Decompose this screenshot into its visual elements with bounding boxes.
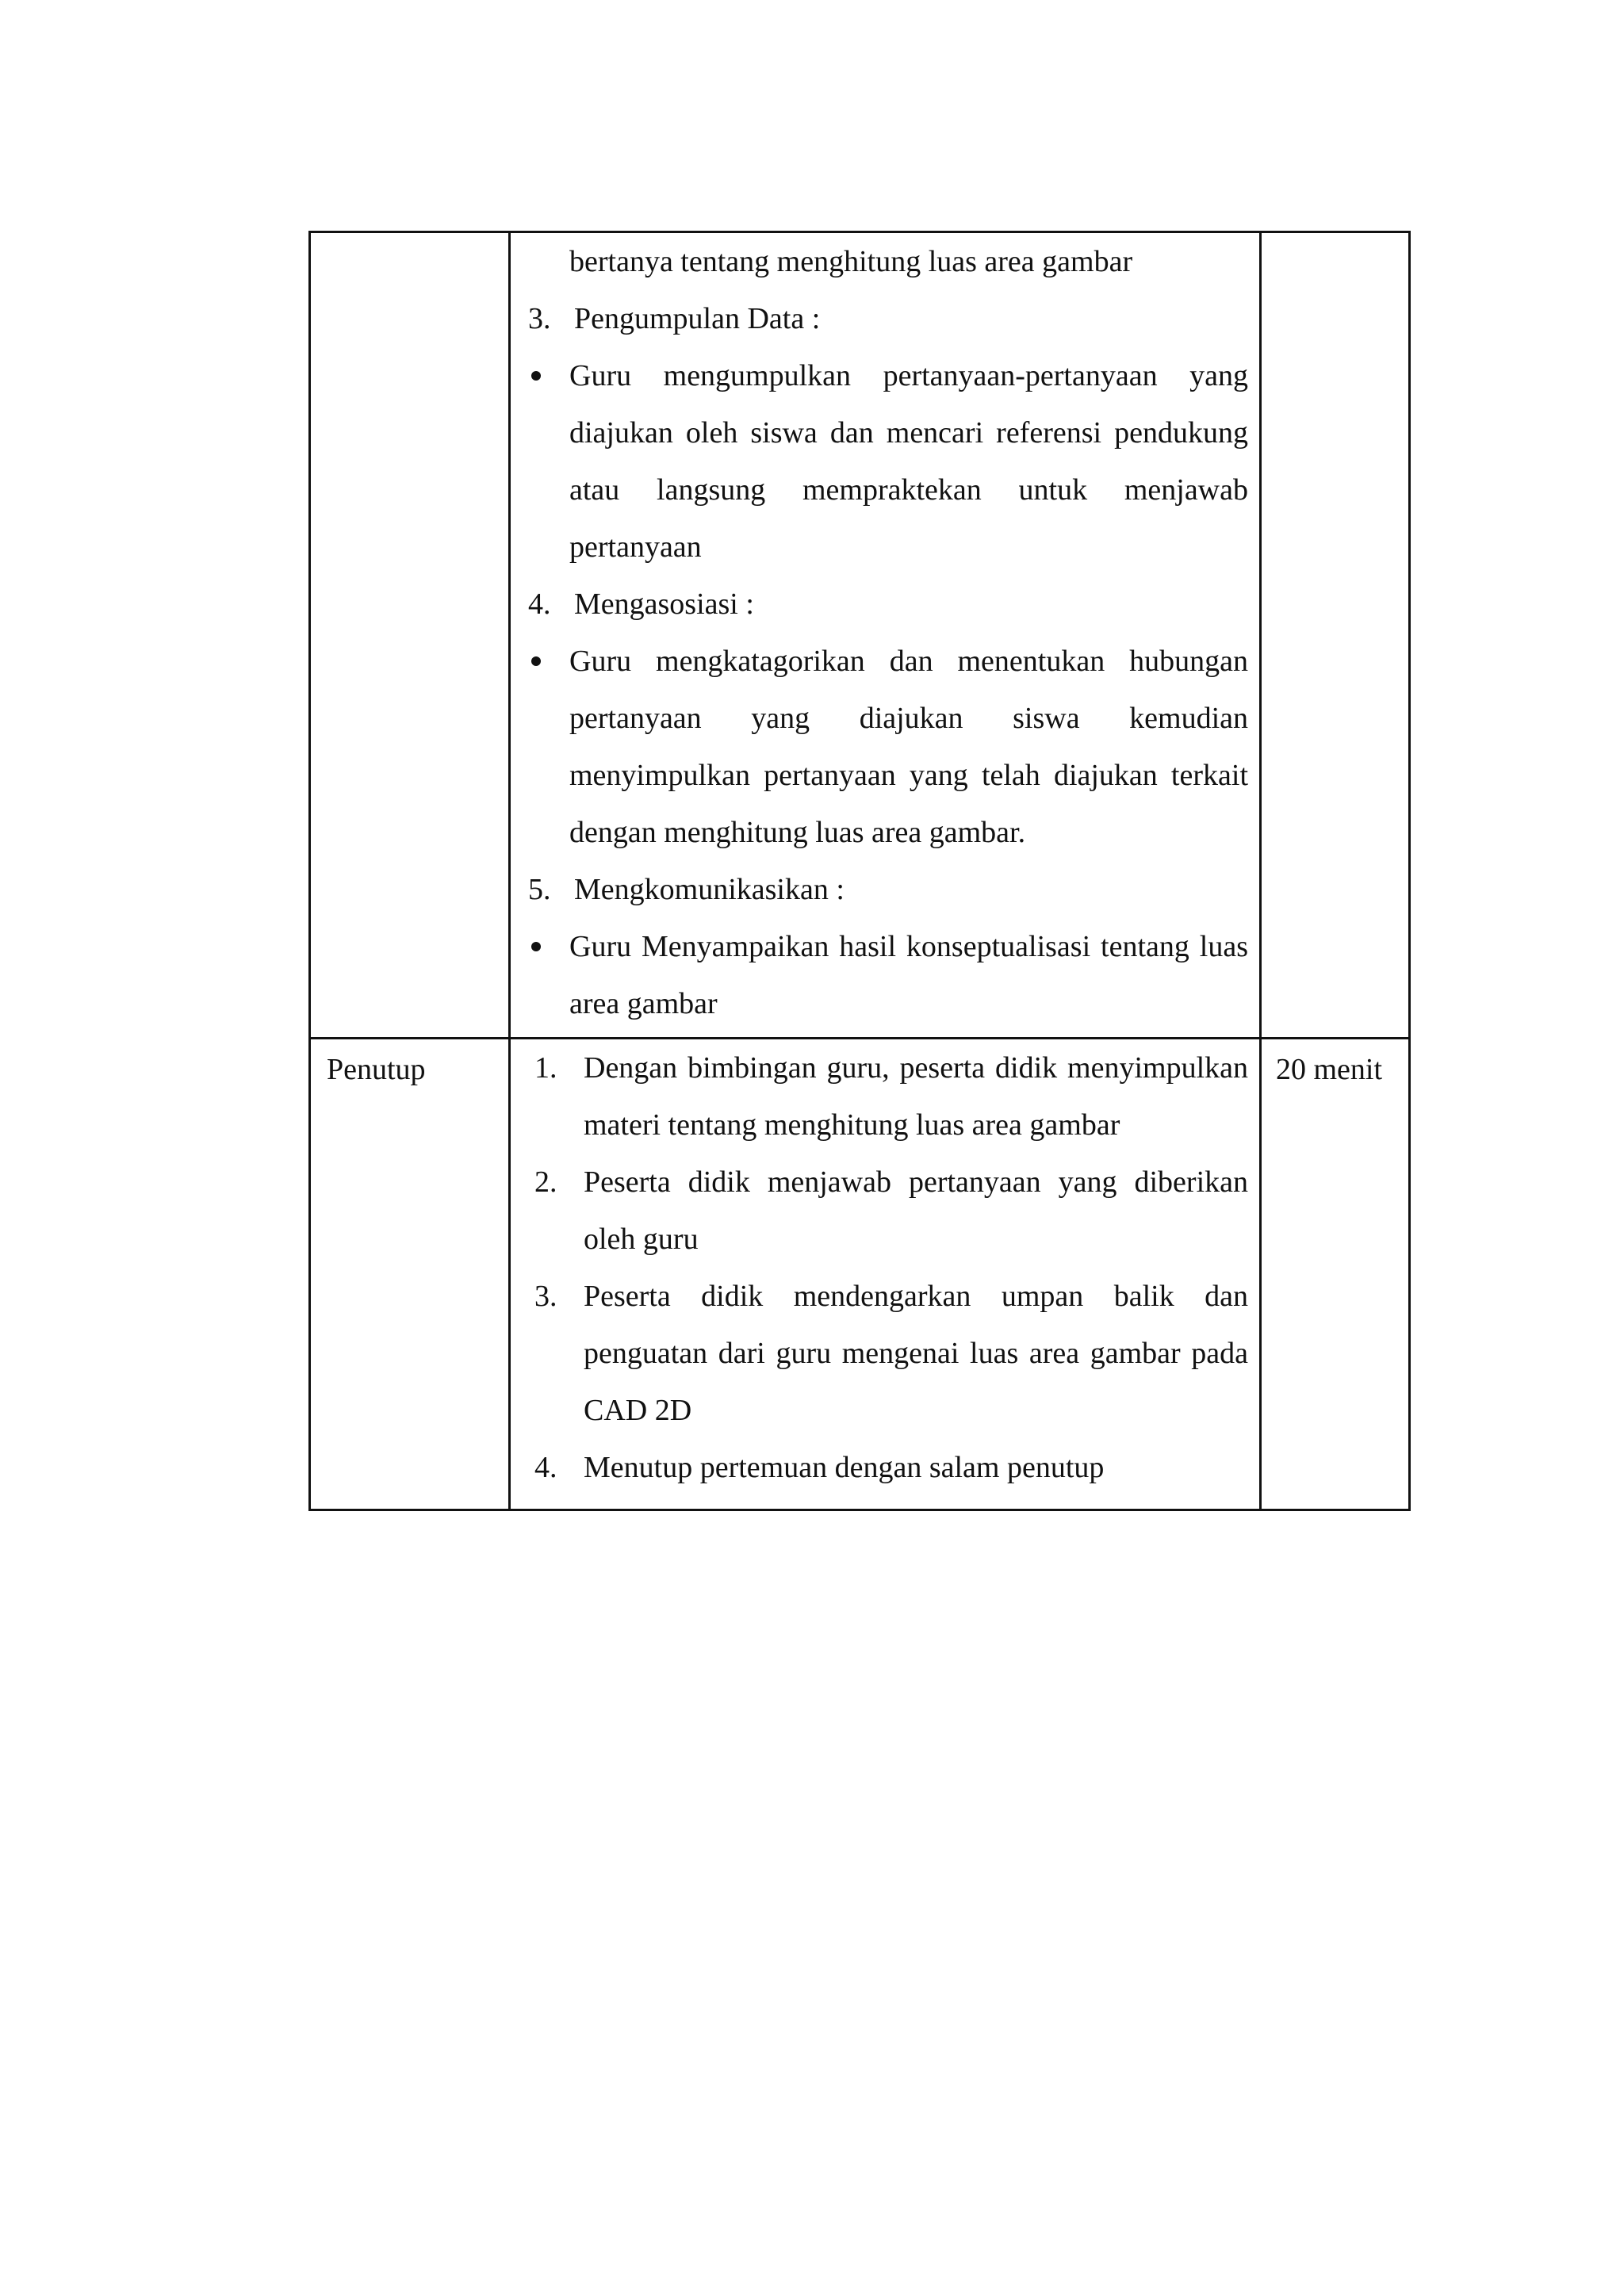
duration-cell <box>1261 1039 1410 1510</box>
bullet-text: Guru Menyampaikan hasil konseptualisasi tentang luas area gambar <box>569 930 1248 1020</box>
step-title: Mengasosiasi : <box>574 587 754 621</box>
bullet-icon <box>525 633 569 690</box>
list-item-closing-4 <box>525 1439 1248 1496</box>
step-title: Pengumpulan Data : <box>574 302 821 335</box>
list-item-closing-2 <box>525 1154 1248 1268</box>
list-item-bullet <box>525 918 1248 1032</box>
bullet-icon <box>525 918 569 975</box>
phase-cell-empty <box>310 232 510 1039</box>
phase-label: Penutup <box>327 1053 426 1086</box>
list-item-closing-1 <box>525 1039 1248 1154</box>
lesson-activity-table <box>308 231 1411 1511</box>
item-number: 3. <box>534 1280 557 1313</box>
item-text: Peserta didik menjawab pertanyaan yang diberikan oleh guru <box>584 1165 1248 1256</box>
list-item-step-4 <box>525 576 1248 633</box>
list-item-step-5 <box>525 861 1248 918</box>
list-item-bullet <box>525 633 1248 861</box>
item-text: Menutup pertemuan dengan salam penutup <box>584 1451 1105 1484</box>
list-item-step-3 <box>525 290 1248 347</box>
item-text: Peserta didik mendengarkan umpan balik dan penguatan dari guru mengenai luas area gambar pada CAD 2D <box>584 1280 1248 1427</box>
item-text: Dengan bimbingan guru, peserta didik menyimpulkan materi tentang menghitung luas area gambar <box>584 1051 1248 1142</box>
item-number: 2. <box>534 1165 557 1199</box>
duration-label <box>1262 233 1408 235</box>
step-number: 5. <box>528 873 551 906</box>
phase-cell <box>310 1039 510 1510</box>
activity-cell <box>510 1039 1261 1510</box>
bullet-text: Guru mengumpulkan pertanyaan-pertanyaan yang diajukan oleh siswa dan mencari referensi pendukung atau langsung mempraktekan untuk menjawab pertanyaan <box>569 359 1248 564</box>
activity-cell <box>510 232 1261 1039</box>
step-number: 3. <box>528 302 551 335</box>
continued-text: bertanya tentang menghitung luas area gambar <box>569 245 1133 278</box>
step-number: 4. <box>528 587 551 621</box>
step-title: Mengkomunikasikan : <box>574 873 845 906</box>
duration-cell-empty <box>1261 232 1410 1039</box>
list-item-bullet <box>525 347 1248 576</box>
item-number: 1. <box>534 1051 557 1085</box>
phase-label <box>311 233 508 235</box>
list-item-closing-3 <box>525 1268 1248 1439</box>
item-number: 4. <box>534 1451 557 1484</box>
table-row-core-activity-continued <box>310 232 1410 1039</box>
bullet-icon <box>525 347 569 404</box>
bullet-text: Guru mengkatagorikan dan menentukan hubungan pertanyaan yang diajukan siswa kemudian menyimpulkan pertanyaan yang telah diajukan terkait dengan menghitung luas area gambar. <box>569 645 1248 849</box>
duration-label: 20 menit <box>1276 1053 1383 1086</box>
table-row-closing <box>310 1039 1410 1510</box>
